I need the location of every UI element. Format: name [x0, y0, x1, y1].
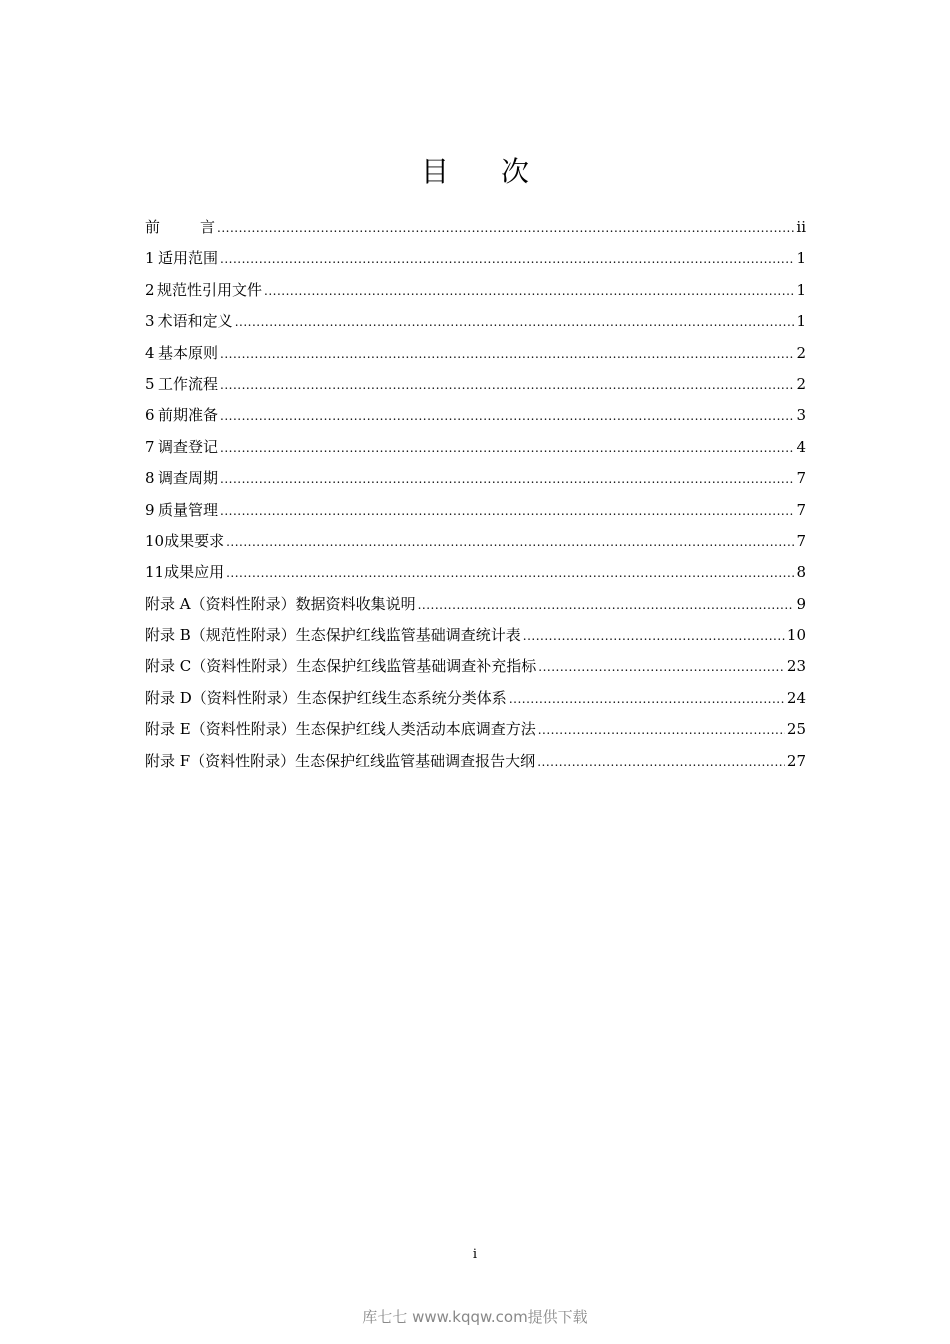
toc-label: 调查登记 [158, 437, 219, 456]
toc-label: 适用范围 [158, 249, 219, 268]
toc-label: 附录 A（资料性附录）数据资料收集说明 [145, 594, 416, 613]
toc-page-number: 8 [796, 563, 806, 582]
toc-label: 规范性引用文件 [157, 280, 263, 299]
toc-page-number: 3 [796, 406, 806, 425]
title-char-2: 次 [501, 155, 530, 188]
leader-dots [537, 747, 785, 777]
table-of-contents [145, 212, 806, 777]
toc-label: 前 言 [145, 218, 216, 236]
leader-dots [235, 307, 795, 337]
toc-entry[interactable] [145, 400, 806, 431]
toc-number: 11 [145, 563, 165, 582]
leader-dots [264, 276, 794, 306]
leader-dots [217, 213, 794, 243]
page-title [0, 150, 950, 190]
toc-page-number: 9 [796, 594, 806, 613]
toc-label: 调查周期 [158, 469, 219, 488]
leader-dots [538, 715, 785, 745]
toc-entry-appendix[interactable] [145, 589, 806, 620]
leader-dots [226, 558, 794, 588]
toc-page-number: 1 [796, 312, 806, 331]
leader-dots [220, 370, 794, 400]
toc-page-number: 24 [786, 688, 806, 707]
toc-entry[interactable] [145, 432, 806, 463]
leader-dots [226, 527, 794, 557]
leader-dots [523, 621, 785, 651]
toc-number: 8 [145, 469, 155, 488]
toc-number: 5 [145, 374, 155, 393]
toc-number: 6 [145, 406, 155, 425]
toc-number: 10 [145, 531, 165, 550]
leader-dots [220, 496, 794, 526]
toc-label: 术语和定义 [157, 312, 233, 331]
toc-number: 2 [145, 280, 155, 299]
toc-page-number: 4 [796, 437, 806, 456]
toc-entry-appendix[interactable] [145, 714, 806, 745]
leader-dots [220, 464, 794, 494]
toc-entry[interactable] [145, 306, 806, 337]
toc-page-number: 2 [796, 374, 806, 393]
toc-entry[interactable] [145, 557, 806, 588]
leader-dots [220, 244, 794, 274]
toc-label: 质量管理 [158, 500, 219, 519]
toc-label: 附录 B（规范性附录）生态保护红线监管基础调查统计表 [145, 626, 521, 645]
toc-page-number: 10 [786, 626, 806, 645]
toc-label: 附录 C（资料性附录）生态保护红线监管基础调查补充指标 [145, 657, 537, 676]
toc-entry[interactable] [145, 463, 806, 494]
toc-page-number: ii [796, 218, 806, 236]
toc-number: 7 [145, 437, 155, 456]
toc-entry-appendix[interactable] [145, 746, 806, 777]
toc-label: 附录 F（资料性附录）生态保护红线监管基础调查报告大纲 [145, 751, 536, 770]
toc-page-number: 2 [796, 343, 806, 362]
toc-page-number: 7 [796, 531, 806, 550]
toc-entry[interactable] [145, 275, 806, 306]
toc-page-number: 23 [786, 657, 806, 676]
toc-entry-appendix[interactable] [145, 683, 806, 714]
toc-entry[interactable] [145, 495, 806, 526]
leader-dots [220, 433, 794, 463]
toc-page-number: 7 [796, 500, 806, 519]
leader-dots [538, 652, 785, 682]
toc-label: 基本原则 [158, 343, 219, 362]
toc-number: 1 [145, 249, 155, 268]
toc-label: 附录 D（资料性附录）生态保护红线生态系统分类体系 [145, 688, 507, 707]
toc-label: 成果应用 [164, 563, 225, 582]
leader-dots [418, 590, 795, 620]
download-watermark: 库七七 www.kqqw.com提供下载 [362, 1308, 588, 1326]
leader-dots [220, 339, 794, 369]
toc-page-number: 25 [786, 720, 806, 739]
toc-entry-appendix[interactable] [145, 651, 806, 682]
toc-label: 成果要求 [164, 531, 225, 550]
toc-entry[interactable] [145, 338, 806, 369]
toc-label: 工作流程 [158, 374, 219, 393]
toc-entry[interactable] [145, 369, 806, 400]
leader-dots [220, 401, 794, 431]
toc-page-number: 1 [796, 249, 806, 268]
title-char-1: 目 [420, 155, 449, 188]
toc-page-number: 1 [796, 280, 806, 299]
toc-entry-appendix[interactable] [145, 620, 806, 651]
toc-number: 9 [145, 500, 155, 519]
toc-number: 4 [145, 343, 155, 362]
toc-number: 3 [145, 312, 155, 331]
page-number: i [472, 1247, 478, 1262]
toc-page-number: 27 [786, 751, 806, 770]
toc-entry-preface[interactable] [145, 212, 806, 243]
toc-entry[interactable] [145, 243, 806, 274]
toc-label: 前期准备 [158, 406, 219, 425]
toc-page-number: 7 [796, 469, 806, 488]
leader-dots [509, 684, 785, 714]
toc-entry[interactable] [145, 526, 806, 557]
toc-label: 附录 E（资料性附录）生态保护红线人类活动本底调查方法 [145, 720, 536, 739]
